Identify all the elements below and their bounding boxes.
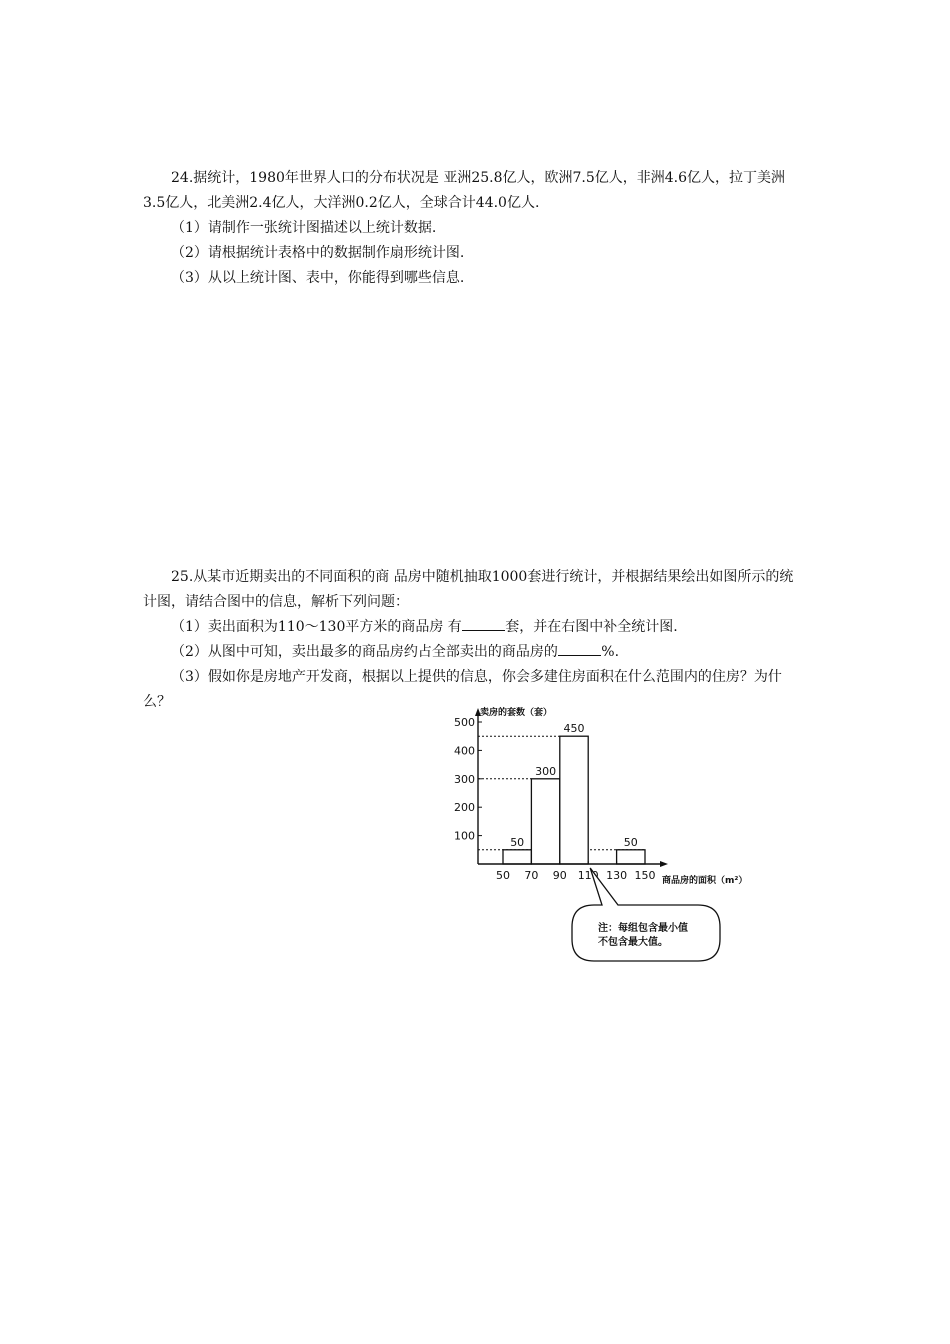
note-line-2: 不包含最大值。: [598, 937, 668, 948]
q1-text-after: 套，并在右图中补全统计图.: [505, 619, 678, 635]
answer-blank-1[interactable]: [462, 616, 505, 631]
q2-text-after: %.: [601, 644, 620, 660]
q2-text-before: （2）从图中可知，卖出最多的商品房约占全部卖出的商品房的: [171, 644, 558, 660]
problem-25: [143, 565, 807, 715]
problem-24-question-2: （2）请根据统计表格中的数据制作扇形统计图.: [171, 245, 465, 261]
x-axis-arrow: [660, 861, 668, 867]
y-tick-label-300: 300: [454, 772, 475, 786]
x-tick-label-50: 50: [496, 869, 510, 882]
x-tick-label-130: 130: [606, 869, 628, 882]
q1-text-before: （1）卖出面积为110～130平方米的商品房 有: [171, 619, 462, 635]
x-tick-label-150: 150: [634, 869, 656, 882]
bar-70-90: [531, 779, 559, 864]
y-tick-label-500: 500: [454, 716, 475, 729]
histogram-svg: [440, 700, 780, 965]
problem-25-question-3: （3）假如你是房地产开发商，根据以上提供的信息，你会多建住房面积在什么范围内的住房？为什么？: [143, 669, 782, 710]
problem-24-intro: 24.据统计，1980年世界人口的分布状况是 亚洲25.8亿人，欧洲7.5亿人，非洲4.6亿人，拉丁美洲3.5亿人，北美洲2.4亿人，大洋洲0.2亿人，全球合计44.0亿人.: [143, 170, 786, 211]
y-axis-label: 卖房的套数（套）: [480, 708, 553, 718]
bar-90-110: [560, 736, 588, 864]
bar-label-90-110: 450: [563, 722, 585, 736]
bar-130-150: [617, 850, 645, 864]
problem-25-intro: 25.从某市近期卖出的不同面积的商 品房中随机抽取1000套进行统计，并根据结果绘出如图所示的统计图，请结合图中的信息，解析下列问题：: [143, 569, 794, 610]
problem-24-question-1: （1）请制作一张统计图描述以上统计数据.: [171, 220, 437, 236]
y-tick-label-400: 400: [454, 744, 475, 758]
bar-label-130-150: 50: [623, 835, 638, 849]
answer-blank-2[interactable]: [558, 641, 601, 656]
note-line-1: 注：每组包含最小值: [598, 923, 688, 934]
x-tick-label-90: 90: [552, 869, 567, 882]
x-tick-label-70: 70: [524, 869, 539, 882]
problem-25-question-2: [143, 640, 807, 665]
bar-label-50-70: 50: [510, 835, 525, 849]
x-axis-label: 商品房的面积（m²）: [662, 876, 748, 886]
y-tick-label-200: 200: [454, 801, 475, 815]
bar-label-70-90: 300: [535, 764, 557, 778]
problem-25-question-1: [143, 615, 807, 640]
x-tick-label-110: 110: [577, 869, 599, 882]
problem-24-question-3: （3）从以上统计图、表中，你能得到哪些信息.: [171, 270, 465, 286]
bar-50-70: [503, 850, 531, 864]
housing-histogram: [440, 700, 780, 965]
y-tick-label-100: 100: [454, 829, 475, 843]
problem-24: [143, 166, 807, 291]
